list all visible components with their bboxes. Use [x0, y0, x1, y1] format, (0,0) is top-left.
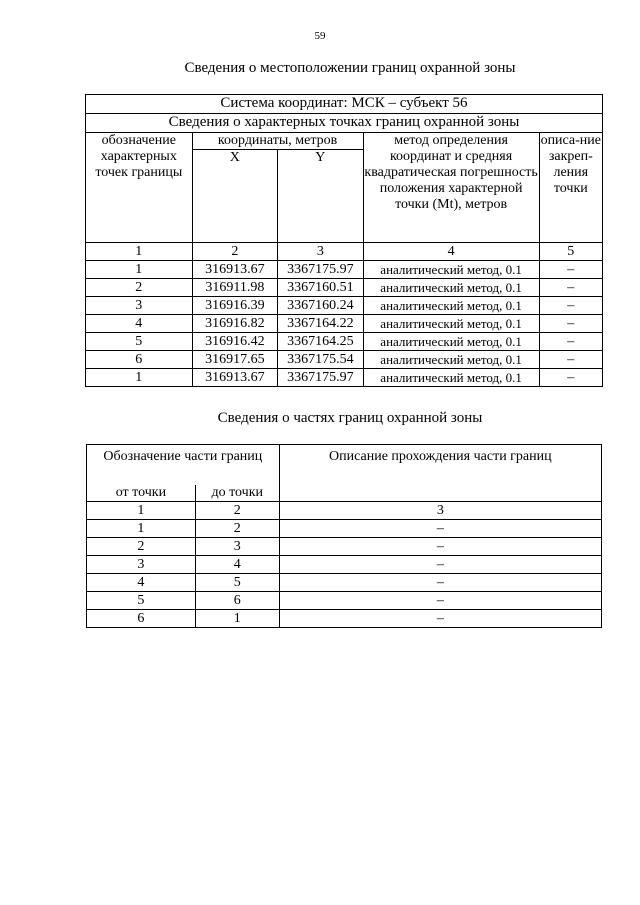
column-number: 2	[195, 502, 279, 520]
coordinate-system-row: Система координат: МСК – субъект 56	[86, 95, 603, 114]
coord-x: 316911.98	[192, 279, 277, 297]
header-x: X	[192, 150, 277, 243]
coord-y: 3367175.97	[278, 261, 363, 279]
header-passage-description: Описание прохождения части границ	[279, 445, 601, 502]
coord-y: 3367175.97	[278, 369, 363, 387]
page-number: 59	[314, 30, 326, 42]
passage-description: –	[279, 556, 601, 574]
table-row	[87, 610, 602, 628]
table-row	[87, 520, 602, 538]
passage-description: –	[279, 574, 601, 592]
coord-x: 316916.82	[192, 315, 277, 333]
point-id: 4	[86, 315, 193, 333]
header-point-designation: обозначение характерных точек границы	[86, 133, 193, 243]
coord-y: 3367160.24	[278, 297, 363, 315]
description: –	[539, 261, 602, 279]
passage-description: –	[279, 538, 601, 556]
passage-description: –	[279, 520, 601, 538]
coord-y: 3367160.51	[278, 279, 363, 297]
header-part-designation: Обозначение части границ	[87, 445, 280, 486]
section-title-location: Сведения о местоположении границ охранной зоны	[184, 60, 516, 76]
header-y: Y	[278, 150, 363, 243]
coord-x: 316916.42	[192, 333, 277, 351]
description: –	[539, 279, 602, 297]
description: –	[539, 297, 602, 315]
column-number: 2	[192, 243, 277, 261]
table-row	[87, 538, 602, 556]
coord-x: 316913.67	[192, 369, 277, 387]
table-row	[87, 592, 602, 610]
from-point: 4	[87, 574, 196, 592]
to-point: 2	[195, 520, 279, 538]
method: аналитический метод, 0.1	[363, 261, 539, 279]
header-coordinates: координаты, метров	[192, 133, 363, 150]
to-point: 5	[195, 574, 279, 592]
table-row	[86, 261, 603, 279]
header-to-point: до точки	[195, 485, 279, 502]
table-row	[86, 333, 603, 351]
header-description: описа-ние закреп-ления точки	[539, 133, 602, 243]
point-id: 2	[86, 279, 193, 297]
from-point: 1	[87, 520, 196, 538]
section-title-parts: Сведения о частях границ охранной зоны	[217, 410, 483, 426]
column-number: 5	[539, 243, 602, 261]
description: –	[539, 315, 602, 333]
column-number: 4	[363, 243, 539, 261]
to-point: 1	[195, 610, 279, 628]
point-id: 1	[86, 261, 193, 279]
coord-y: 3367164.22	[278, 315, 363, 333]
to-point: 6	[195, 592, 279, 610]
method: аналитический метод, 0.1	[363, 315, 539, 333]
point-id: 1	[86, 369, 193, 387]
coordinates-table	[85, 94, 603, 387]
method: аналитический метод, 0.1	[363, 369, 539, 387]
method: аналитический метод, 0.1	[363, 279, 539, 297]
table-row	[86, 315, 603, 333]
passage-description: –	[279, 610, 601, 628]
from-point: 6	[87, 610, 196, 628]
header-method: метод определения координат и средняя квадратическая погрешность положения характерной точки (Mt), метров	[363, 133, 539, 243]
table-row	[86, 279, 603, 297]
coord-y: 3367164.25	[278, 333, 363, 351]
to-point: 3	[195, 538, 279, 556]
points-info-row: Сведения о характерных точках границ охранной зоны	[86, 114, 603, 133]
description: –	[539, 369, 602, 387]
column-number: 1	[87, 502, 196, 520]
method: аналитический метод, 0.1	[363, 333, 539, 351]
table-row	[87, 556, 602, 574]
point-id: 6	[86, 351, 193, 369]
from-point: 2	[87, 538, 196, 556]
table-row	[86, 369, 603, 387]
description: –	[539, 333, 602, 351]
from-point: 5	[87, 592, 196, 610]
method: аналитический метод, 0.1	[363, 351, 539, 369]
column-number: 3	[279, 502, 601, 520]
coord-x: 316917.65	[192, 351, 277, 369]
coord-y: 3367175.54	[278, 351, 363, 369]
table-row	[86, 351, 603, 369]
column-number: 3	[278, 243, 363, 261]
coord-x: 316916.39	[192, 297, 277, 315]
passage-description: –	[279, 592, 601, 610]
column-number: 1	[86, 243, 193, 261]
boundary-parts-table	[86, 444, 602, 628]
from-point: 3	[87, 556, 196, 574]
description: –	[539, 351, 602, 369]
point-id: 5	[86, 333, 193, 351]
header-from-point: от точки	[87, 485, 196, 502]
to-point: 4	[195, 556, 279, 574]
point-id: 3	[86, 297, 193, 315]
coord-x: 316913.67	[192, 261, 277, 279]
table-row	[86, 297, 603, 315]
table-row	[87, 574, 602, 592]
method: аналитический метод, 0.1	[363, 297, 539, 315]
